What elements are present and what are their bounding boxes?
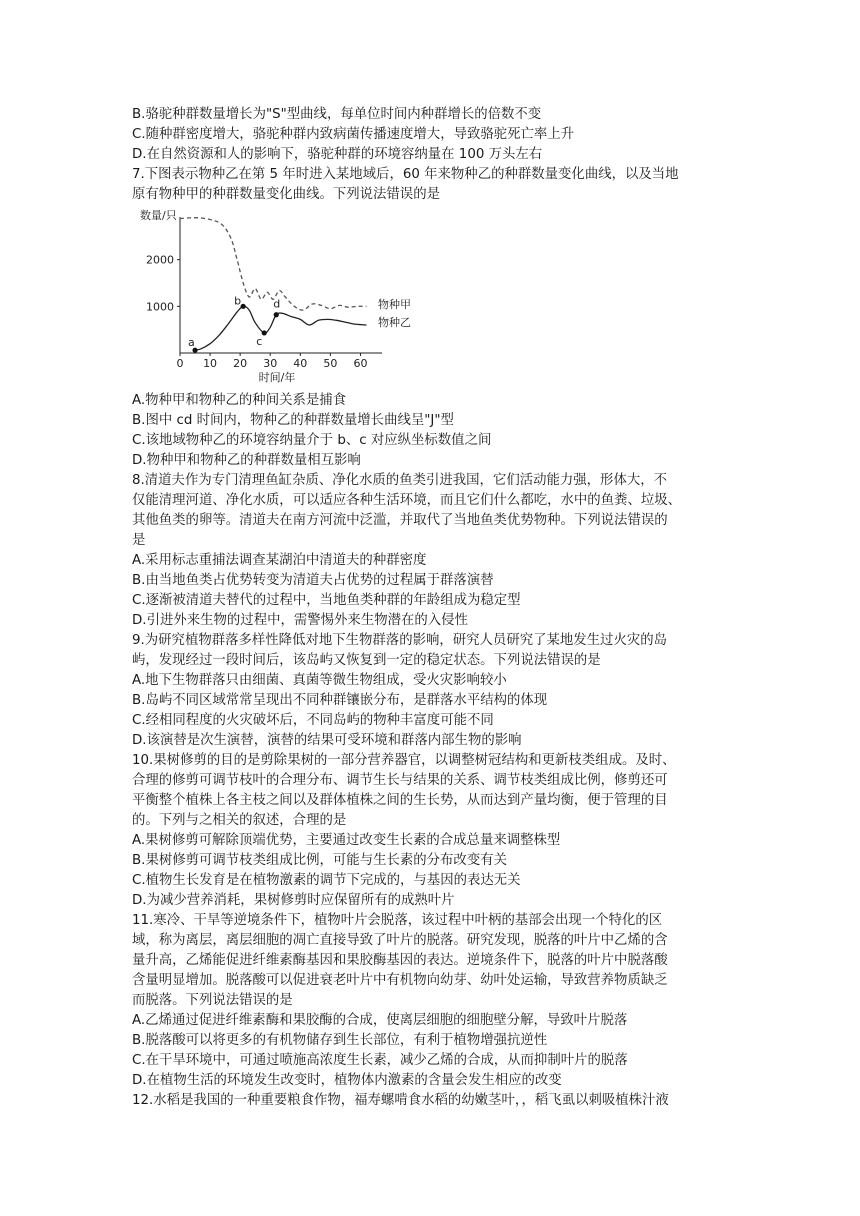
q11-option-c: C.在干旱环境中，可通过喷施高浓度生长素，减少乙烯的合成，从而抑制叶片的脱落 (132, 1053, 628, 1068)
q9-stem-line: 9.为研究植物群落多样性降低对地下生物群落的影响，研究人员研究了某地发生过火灾的岛 (132, 633, 668, 648)
q10-stem-line: 10.果树修剪的目的是剪除果树的一部分营养器官，以调整树冠结构和更新枝类组成。及时、 (132, 753, 676, 768)
q11-stem-line: 含量明显增加。脱落酸可以促进衰老叶片中有机物向幼芽、幼叶处运输，导致营养物质缺乏 (132, 973, 668, 988)
q8-option-c: C.逐渐被清道夫替代的过程中，当地鱼类种群的年龄组成为稳定型 (132, 593, 521, 608)
q10-stem-line: 合理的修剪可调节枝叶的合理分布、调节生长与结果的关系、调节枝类组成比例，修剪还可 (132, 773, 668, 788)
q7-option-a: A.物种甲和物种乙的种间关系是捕食 (132, 393, 347, 408)
q10-option-c: C.植物生长发育是在植物激素的调节下完成的，与基因的表达无关 (132, 873, 521, 888)
q6-option-d: D.在自然资源和人的影响下，骆驼种群的环境容纳量在 100 万头左右 (132, 147, 543, 162)
q8-stem-line: 其他鱼类的卵等。清道夫在南方河流中泛滥，并取代了当地鱼类优势物种。下列说法错误的 (132, 513, 668, 528)
data-point-label-d: d (273, 297, 281, 311)
q11-stem-line: 量升高，乙烯能促进纤维素酶基因和果胶酶基因的表达。逆境条件下，脱落的叶片中脱落酸 (132, 953, 668, 968)
data-point-b (241, 304, 246, 309)
q10-stem-line: 的。下列与之相关的叙述，合理的是 (132, 813, 347, 828)
population-chart (132, 205, 411, 385)
q6-option-b: B.骆驼种群数量增长为"S"型曲线，每单位时间内种群增长的倍数不变 (132, 107, 542, 122)
q9-option-a: A.地下生物群落只由细菌、真菌等微生物组成，受火灾影响较小 (132, 673, 507, 688)
q7-option-c: C.该地域物种乙的环境容纳量介于 b、c 对应纵坐标数值之间 (132, 433, 492, 448)
x-tick-label: 0 (176, 357, 184, 370)
x-axis-label: 时间/年 (258, 371, 296, 384)
q8-stem-line: 仅能清理河道、净化水质，可以适应各种生活环境，而且它们什么都吃，水中的鱼粪、垃圾、 (132, 493, 682, 508)
data-point-label-a: a (188, 336, 195, 350)
y-tick-label: 1000 (146, 300, 174, 314)
q9-option-b: B.岛屿不同区域常常呈现出不同种群镶嵌分布，是群落水平结构的体现 (132, 693, 548, 708)
series-line-species-jia (180, 218, 367, 310)
data-point-d (274, 312, 279, 317)
legend-species-jia: 物种甲 (378, 298, 411, 311)
q8-option-d: D.引进外来生物的过程中，需警惕外来生物潜在的入侵性 (132, 613, 468, 628)
q11-option-d: D.在植物生活的环境发生改变时，植物体内激素的含量会发生相应的改变 (132, 1073, 562, 1088)
q8-stem-line: 是 (132, 533, 146, 548)
y-axis-label: 数量/只 (140, 209, 177, 222)
data-point-c (262, 330, 267, 335)
series-line-species-yi (195, 306, 367, 350)
q7-option-d: D.物种甲和物种乙的种群数量相互影响 (132, 453, 361, 468)
q11-option-b: B.脱落酸可以将更多的有机物储存到生长部位，有利于植物增强抗逆性 (132, 1033, 548, 1048)
q8-option-b: B.由当地鱼类占优势转变为清道夫占优势的过程属于群落演替 (132, 573, 494, 588)
q11-stem-line: 而脱落。下列说法错误的是 (132, 993, 293, 1008)
x-tick-label: 50 (323, 357, 338, 370)
q10-option-d: D.为减少营养消耗，果树修剪时应保留所有的成熟叶片 (132, 893, 455, 908)
data-point-label-c: c (256, 334, 263, 348)
q9-option-c: C.经相同程度的火灾破坏后，不同岛屿的物种丰富度可能不同 (132, 713, 494, 728)
data-point-label-b: b (234, 294, 242, 308)
y-tick-label: 2000 (146, 253, 174, 267)
legend-species-yi: 物种乙 (378, 316, 411, 329)
q7-stem-line: 原有物种甲的种群数量变化曲线。下列说法错误的是 (132, 187, 440, 202)
q7-stem-line: 7.下图表示物种乙在第 5 年时进入某地域后，60 年来物种乙的种群数量变化曲线，以及当地 (132, 167, 679, 182)
q9-stem-line: 屿，发现经过一段时间后，该岛屿又恢复到一定的稳定状态。下列说法错误的是 (132, 653, 601, 668)
q8-option-a: A.采用标志重捕法调查某湖泊中清道夫的种群密度 (132, 553, 427, 568)
population-chart-svg (132, 205, 411, 385)
x-tick-label: 10 (203, 357, 218, 370)
x-tick-label: 40 (293, 357, 308, 370)
x-tick-label: 60 (353, 357, 368, 370)
x-tick-label: 30 (263, 357, 278, 370)
q10-option-b: B.果树修剪可调节枝类组成比例，可能与生长素的分布改变有关 (132, 853, 507, 868)
q12-stem-line: 12.水稻是我国的一种重要粮食作物，福寿螺啃食水稻的幼嫩茎叶，，稻飞虱以刺吸植株汁液 (132, 1093, 669, 1108)
q9-option-d: D.该演替是次生演替，演替的结果可受环境和群落内部生物的影响 (132, 733, 522, 748)
q6-option-c: C.随种群密度增大，骆驼种群内致病菌传播速度增大，导致骆驼死亡率上升 (132, 127, 575, 142)
q7-option-b: B.图中 cd 时间内，物种乙的种群数量增长曲线呈"J"型 (132, 413, 454, 428)
q11-stem-line: 域，称为离层，离层细胞的凋亡直接导致了叶片的脱落。研究发现，脱落的叶片中乙烯的含 (132, 933, 668, 948)
q10-option-a: A.果树修剪可解除顶端优势，主要通过改变生长素的合成总量来调整株型 (132, 833, 561, 848)
q8-stem-line: 8.清道夫作为专门清理鱼缸杂质、净化水质的鱼类引进我国，它们活动能力强，形体大，不 (132, 473, 668, 488)
x-tick-label: 20 (233, 357, 248, 370)
q11-option-a: A.乙烯通过促进纤维素酶和果胶酶的合成，使离层细胞的细胞壁分解，导致叶片脱落 (132, 1013, 628, 1028)
q11-stem-line: 11.寒冷、干旱等逆境条件下，植物叶片会脱落，该过程中叶柄的基部会出现一个特化的区 (132, 913, 663, 928)
q10-stem-line: 平衡整个植株上各主枝之间以及群体植株之间的生长势，从而达到产量均衡，便于管理的目 (132, 793, 668, 808)
